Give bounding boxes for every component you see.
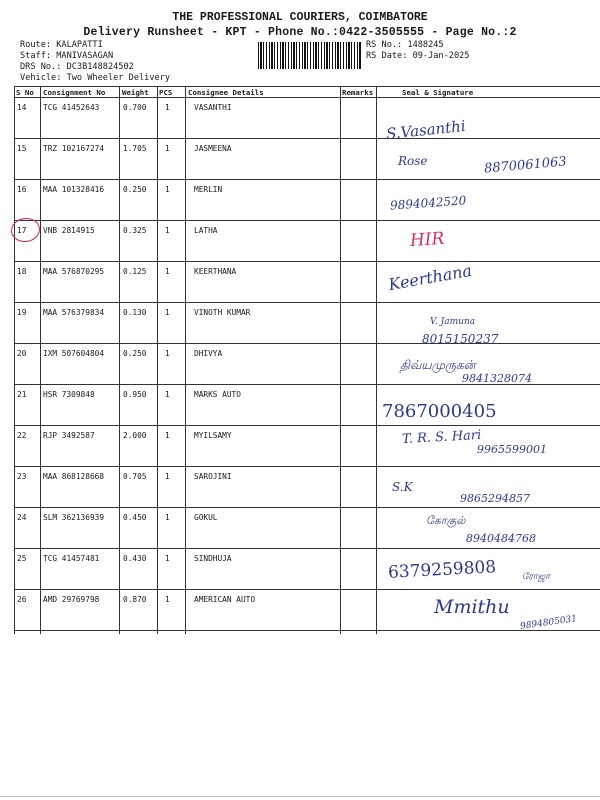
signature-22-phone: 9965599001 xyxy=(477,443,547,456)
staff-label: Staff: MANIVASAGAN xyxy=(20,51,114,61)
row-consignment-no: TCG 41457481 xyxy=(43,554,100,563)
vehicle-label: Vehicle: Two Wheeler Delivery xyxy=(20,73,171,83)
row-sno: 15 xyxy=(17,144,27,153)
row-consignee: SAROJINI xyxy=(194,472,232,481)
signature-18: Keerthana xyxy=(386,260,474,295)
row-sno: 22 xyxy=(17,431,27,440)
table-border xyxy=(14,86,15,634)
row-weight: 0.430 xyxy=(123,554,147,563)
row-sno: 26 xyxy=(17,595,27,604)
header-divider xyxy=(14,97,600,98)
row-divider xyxy=(14,138,600,139)
rs-date-label: RS Date: 09-Jan-2025 xyxy=(366,51,470,61)
signature-24-name: கோகுல் xyxy=(426,514,466,527)
row-consignee: VASANTHI xyxy=(194,103,232,112)
signature-23-name: S.K xyxy=(392,480,413,494)
row-weight: 0.125 xyxy=(123,267,147,276)
row-consignee: MYILSAMY xyxy=(194,431,232,440)
row-pcs: 1 xyxy=(165,349,170,358)
signature-26-phone: 9894805031 xyxy=(519,614,578,632)
row-sno: 17 xyxy=(17,226,27,235)
row-sno: 14 xyxy=(17,103,27,112)
col-header-consignment: Consignment No xyxy=(43,88,106,97)
row-divider xyxy=(14,466,600,467)
row-consignment-no: MAA 576379834 xyxy=(43,308,105,317)
signature-17: HIR xyxy=(409,228,445,252)
column-divider xyxy=(40,86,41,634)
row-divider xyxy=(14,179,600,180)
row-pcs: 1 xyxy=(165,431,170,440)
row-sno: 20 xyxy=(17,349,27,358)
row-consignee: MERLIN xyxy=(194,185,223,194)
col-header-consignee: Consignee Details xyxy=(188,88,264,97)
row-sno: 23 xyxy=(17,472,27,481)
signature-23-phone: 9865294857 xyxy=(460,492,530,505)
column-divider xyxy=(119,86,120,634)
row-consignment-no: HSR 7309848 xyxy=(43,390,95,399)
row-weight: 0.450 xyxy=(123,513,147,522)
row-consignee: KEERTHANA xyxy=(194,267,237,276)
rs-no-label: RS No.: 1488245 xyxy=(366,40,444,50)
runsheet-subtitle: Delivery Runsheet - KPT - Phone No.:0422-3505555 - Page No.:2 xyxy=(83,26,517,39)
column-divider xyxy=(340,86,341,634)
signature-20-name: திவ்யமுருகன் xyxy=(400,358,476,372)
signature-22-name: T. R. S. Hari xyxy=(401,427,482,448)
row-pcs: 1 xyxy=(165,103,170,112)
row-divider xyxy=(14,343,600,344)
row-pcs: 1 xyxy=(165,144,170,153)
row-weight: 0.700 xyxy=(123,103,147,112)
row-weight: 0.870 xyxy=(123,595,147,604)
signature-15-phone: 8870061063 xyxy=(483,154,568,177)
drs-label: DRS No.: DC3B148824502 xyxy=(20,62,134,72)
row-divider xyxy=(14,425,600,426)
row-pcs: 1 xyxy=(165,185,170,194)
row-divider xyxy=(14,261,600,262)
row-consignment-no: TCG 41452643 xyxy=(43,103,100,112)
row-divider xyxy=(14,548,600,549)
row-pcs: 1 xyxy=(165,308,170,317)
row-consignment-no: MAA 101328416 xyxy=(43,185,105,194)
signature-24-phone: 8940484768 xyxy=(466,532,536,545)
col-header-sno: S No xyxy=(16,88,34,97)
col-header-pcs: PCS xyxy=(159,88,173,97)
row-consignee: GOKUL xyxy=(194,513,218,522)
row-divider xyxy=(14,589,600,590)
row-consignment-no: RJP 3492587 xyxy=(43,431,95,440)
row-consignee: SINDHUJA xyxy=(194,554,232,563)
signature-20-phone: 9841328074 xyxy=(462,372,532,385)
row-pcs: 1 xyxy=(165,267,170,276)
row-consignee: MARKS AUTO xyxy=(194,390,241,399)
table-bottom-border xyxy=(14,630,600,631)
row-weight: 0.130 xyxy=(123,308,147,317)
row-consignment-no: MAA 576870295 xyxy=(43,267,105,276)
row-consignee: DHIVYA xyxy=(194,349,223,358)
row-consignee: AMERICAN AUTO xyxy=(194,595,256,604)
row-consignee: LATHA xyxy=(194,226,218,235)
row-consignment-no: TRZ 102167274 xyxy=(43,144,105,153)
signature-14: S.Vasanthi xyxy=(385,116,467,144)
row-consignment-no: VNB 2814915 xyxy=(43,226,95,235)
row-divider xyxy=(14,507,600,508)
signature-21: 7867000405 xyxy=(382,401,497,422)
signature-16: 9894042520 xyxy=(389,193,467,213)
runsheet-table xyxy=(14,86,600,634)
row-sno: 18 xyxy=(17,267,27,276)
table-top-border xyxy=(14,86,600,87)
barcode xyxy=(258,42,361,69)
row-pcs: 1 xyxy=(165,513,170,522)
row-pcs: 1 xyxy=(165,472,170,481)
signature-25-phone: 6379259808 xyxy=(387,557,497,583)
row-consignee: VINOTH KUMAR xyxy=(194,308,251,317)
row-weight: 0.325 xyxy=(123,226,147,235)
row-sno: 21 xyxy=(17,390,27,399)
row-weight: 1.705 xyxy=(123,144,147,153)
row-sno: 19 xyxy=(17,308,27,317)
row-consignment-no: SLM 362136939 xyxy=(43,513,105,522)
signature-25-name: ரோஜா xyxy=(522,572,550,582)
col-header-signature: Seal & Signature xyxy=(402,88,474,97)
row-pcs: 1 xyxy=(165,390,170,399)
row-pcs: 1 xyxy=(165,226,170,235)
col-header-remarks: Remarks xyxy=(342,88,374,97)
column-divider xyxy=(376,86,377,634)
row-consignment-no: IXM 507604804 xyxy=(43,349,105,358)
column-divider xyxy=(157,86,158,634)
row-weight: 0.250 xyxy=(123,349,147,358)
row-weight: 0.950 xyxy=(123,390,147,399)
row-sno: 24 xyxy=(17,513,27,522)
row-pcs: 1 xyxy=(165,595,170,604)
column-divider xyxy=(185,86,186,634)
row-weight: 0.250 xyxy=(123,185,147,194)
signature-26-name: Mmithu xyxy=(434,596,510,618)
row-sno: 25 xyxy=(17,554,27,563)
signature-15-name: Rose xyxy=(398,154,428,168)
row-weight: 0.705 xyxy=(123,472,147,481)
signature-19-phone: 8015150237 xyxy=(422,332,499,346)
row-consignment-no: AMD 29769798 xyxy=(43,595,100,604)
signature-19-name: V. Jamuna xyxy=(430,317,476,327)
row-consignee: JASMEENA xyxy=(194,144,232,153)
meta-right xyxy=(366,40,469,62)
page-bottom-edge xyxy=(0,796,600,797)
row-divider xyxy=(14,302,600,303)
row-pcs: 1 xyxy=(165,554,170,563)
route-label: Route: KALAPATTI xyxy=(20,40,103,50)
row-consignment-no: MAA 868128668 xyxy=(43,472,105,481)
row-sno: 16 xyxy=(17,185,27,194)
row-divider xyxy=(14,220,600,221)
meta-left xyxy=(20,40,170,84)
col-header-weight: Weight xyxy=(122,88,149,97)
runsheet-title: THE PROFESSIONAL COURIERS, COIMBATORE xyxy=(172,11,428,24)
row-weight: 2.000 xyxy=(123,431,147,440)
